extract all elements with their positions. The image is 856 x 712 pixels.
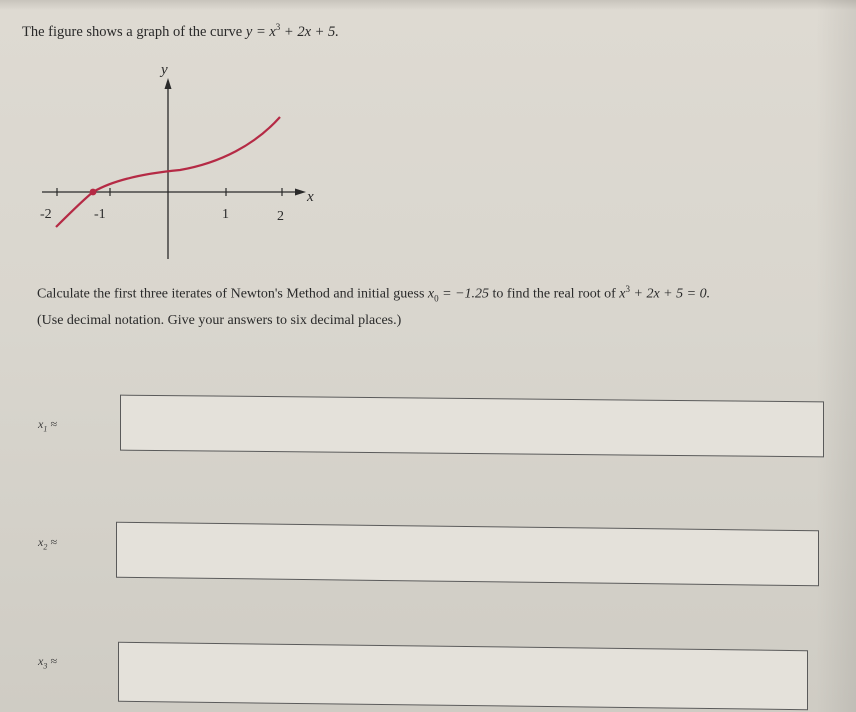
answer-row-x1 xyxy=(0,395,856,455)
curve-exponent: 3 xyxy=(275,22,281,32)
curve-rest: + 2x + 5. xyxy=(280,23,339,40)
problem-statement xyxy=(22,22,339,41)
curve-eq: = x xyxy=(252,23,276,40)
top-edge xyxy=(0,0,856,10)
curve-lhs: y xyxy=(245,23,253,40)
tick-label-1: 1 xyxy=(222,207,229,222)
y-axis-label: y xyxy=(161,62,168,78)
answer-label-x2: $x_2$ ≈ xyxy=(38,535,57,552)
equation-exponent: 3 xyxy=(625,284,631,294)
answer-label-x3: $x_3$ ≈ xyxy=(38,654,57,671)
tick-label-minus-1: -1 xyxy=(94,207,106,222)
answer-row-x2 xyxy=(0,522,856,582)
tick-label-minus-2: -2 xyxy=(40,207,52,222)
instruction-text: (Use decimal notation. Give your answers to six decimal places.) xyxy=(37,313,402,328)
curve-graph xyxy=(30,55,330,265)
equation-rest: + 2x + 5 = 0. xyxy=(630,286,711,302)
x-axis-arrow xyxy=(295,189,306,196)
x0-value: = −1.25 xyxy=(438,286,490,302)
answer-input-x2[interactable] xyxy=(116,522,819,587)
answer-label-x1: $x_1$ ≈ xyxy=(38,417,57,434)
tick-label-2: 2 xyxy=(277,209,284,224)
question-part2: to find the real root of xyxy=(489,286,620,302)
question-text xyxy=(37,284,710,303)
x-axis-label: x xyxy=(307,189,314,205)
x0-variable: x xyxy=(427,286,435,302)
root-point xyxy=(90,189,97,196)
answer-input-x3[interactable] xyxy=(118,642,808,710)
page-shadow xyxy=(816,0,856,712)
x0-subscript: 0 xyxy=(434,293,439,304)
y-axis-arrow xyxy=(165,78,172,89)
problem-intro: The figure shows a graph of the curve xyxy=(22,23,246,40)
answer-input-x1[interactable] xyxy=(120,395,824,458)
answer-row-x3 xyxy=(0,642,856,702)
question-part1: Calculate the first three iterates of Newton's Method and initial guess xyxy=(37,286,428,302)
equation-var: x xyxy=(619,286,626,302)
